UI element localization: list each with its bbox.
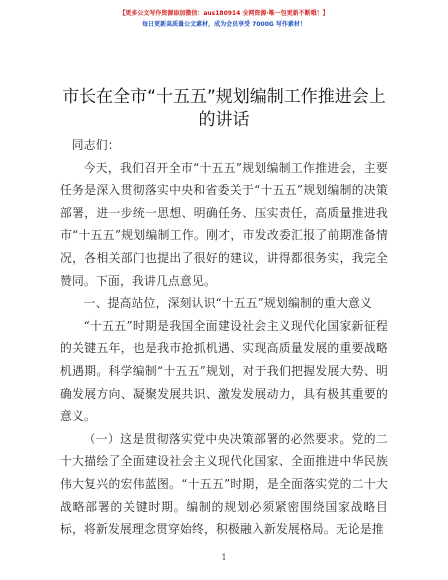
title-line-2: 的讲话 (198, 110, 250, 130)
promo-line-2: 每日更新高质量公文素材，成为会员享受 7000G 写作素材！ (142, 21, 306, 28)
greeting: 同志们： (71, 138, 120, 152)
document-body (60, 134, 388, 541)
promo-header (0, 8, 448, 30)
document-title (40, 86, 408, 132)
title-line-1: 市长在全市“十五五”规划编制工作推进会上 (62, 87, 386, 107)
paragraph-significance: “十五五”时期是我国全面建设社会主义现代化国家新征程的关键五年，也是我市抢抓机遇、实现高质量发展的重要战略机遇期。科学编制“十五五”规划，对于我们把握发展大势、明确发展方向、凝聚发展共识、激发发展动力，具有极其重要的意义。 (60, 318, 388, 424)
paragraph-subsection-1: （一）这是贯彻落实党中央决策部署的必然要求。党的二十大描绘了全面建设社会主义现代化国家、全面推进中华民族伟大复兴的宏伟蓝图。“十五五”时期，是全面落实党的二十大战略部署的关键时期。编制的规划必须紧密围绕国家战略目标，将新发展理念贯穿始终，积极融入新发展格局。无论是推 (60, 431, 388, 537)
paragraph-intro: 今天，我们召开全市“十五五”规划编制工作推进会，主要任务是深入贯彻落实中央和省委关于“十五五”规划编制的决策部署，进一步统一思想、明确任务、压实责任，高质量推进我市“十五五”规划编制工作。刚才，市发改委汇报了前期准备情况，各相关部门也提出了很好的建议，讲得都很务实，我完全赞同。下面，我讲几点意见。 (60, 160, 388, 288)
page-number: 1 (221, 553, 227, 562)
promo-line-1: 【更多公文写作资源添加微信：aus180914 全网资源·唯一包更新不断哦！】 (119, 10, 329, 17)
section-heading-1: 一、提高站位，深刻认识“十五五”规划编制的重大意义 (83, 296, 372, 311)
